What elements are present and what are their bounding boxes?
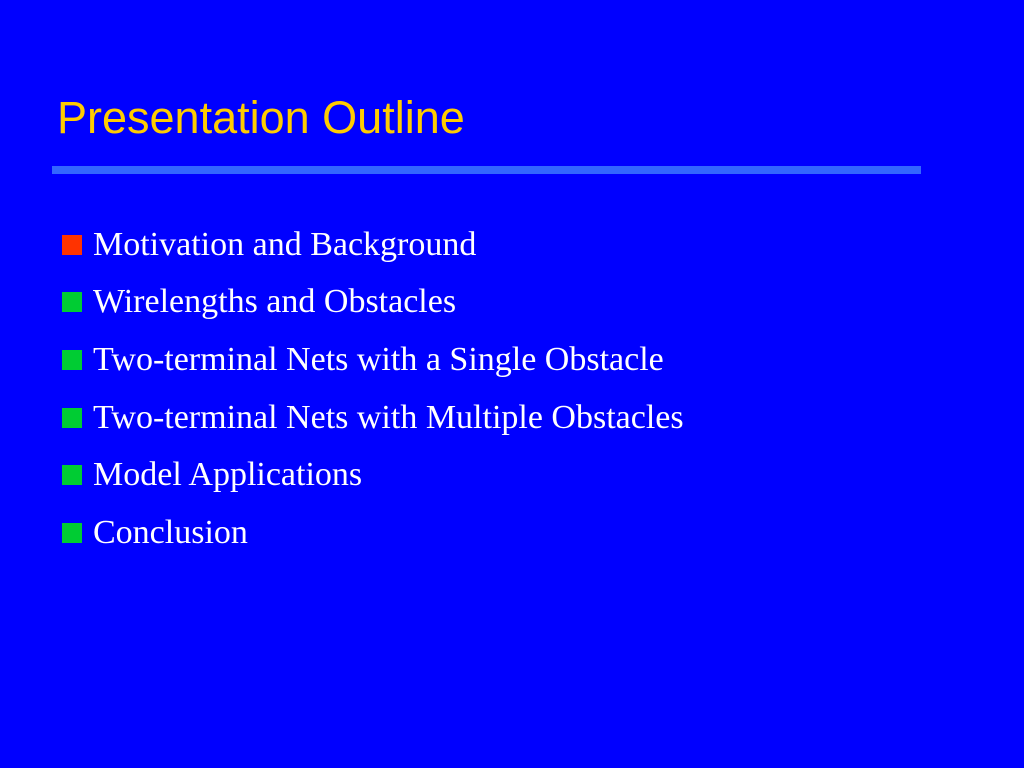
bullet-list — [62, 216, 684, 562]
bullet-item — [62, 446, 684, 504]
square-bullet-icon — [62, 465, 82, 485]
title-divider — [52, 166, 921, 174]
square-bullet-icon — [62, 408, 82, 428]
square-bullet-icon — [62, 235, 82, 255]
bullet-label: Motivation and Background — [93, 225, 477, 263]
square-bullet-icon — [62, 350, 82, 370]
slide-title: Presentation Outline — [57, 92, 465, 143]
square-bullet-icon — [62, 523, 82, 543]
bullet-item — [62, 504, 684, 562]
bullet-item — [62, 216, 684, 274]
bullet-label: Conclusion — [93, 513, 248, 551]
bullet-item — [62, 274, 684, 332]
square-bullet-icon — [62, 292, 82, 312]
bullet-label: Model Applications — [93, 456, 363, 494]
bullet-item — [62, 389, 684, 447]
bullet-label: Two-terminal Nets with Multiple Obstacles — [93, 398, 684, 436]
bullet-label: Two-terminal Nets with a Single Obstacle — [93, 340, 664, 378]
bullet-label: Wirelengths and Obstacles — [93, 283, 457, 321]
bullet-item — [62, 331, 684, 389]
